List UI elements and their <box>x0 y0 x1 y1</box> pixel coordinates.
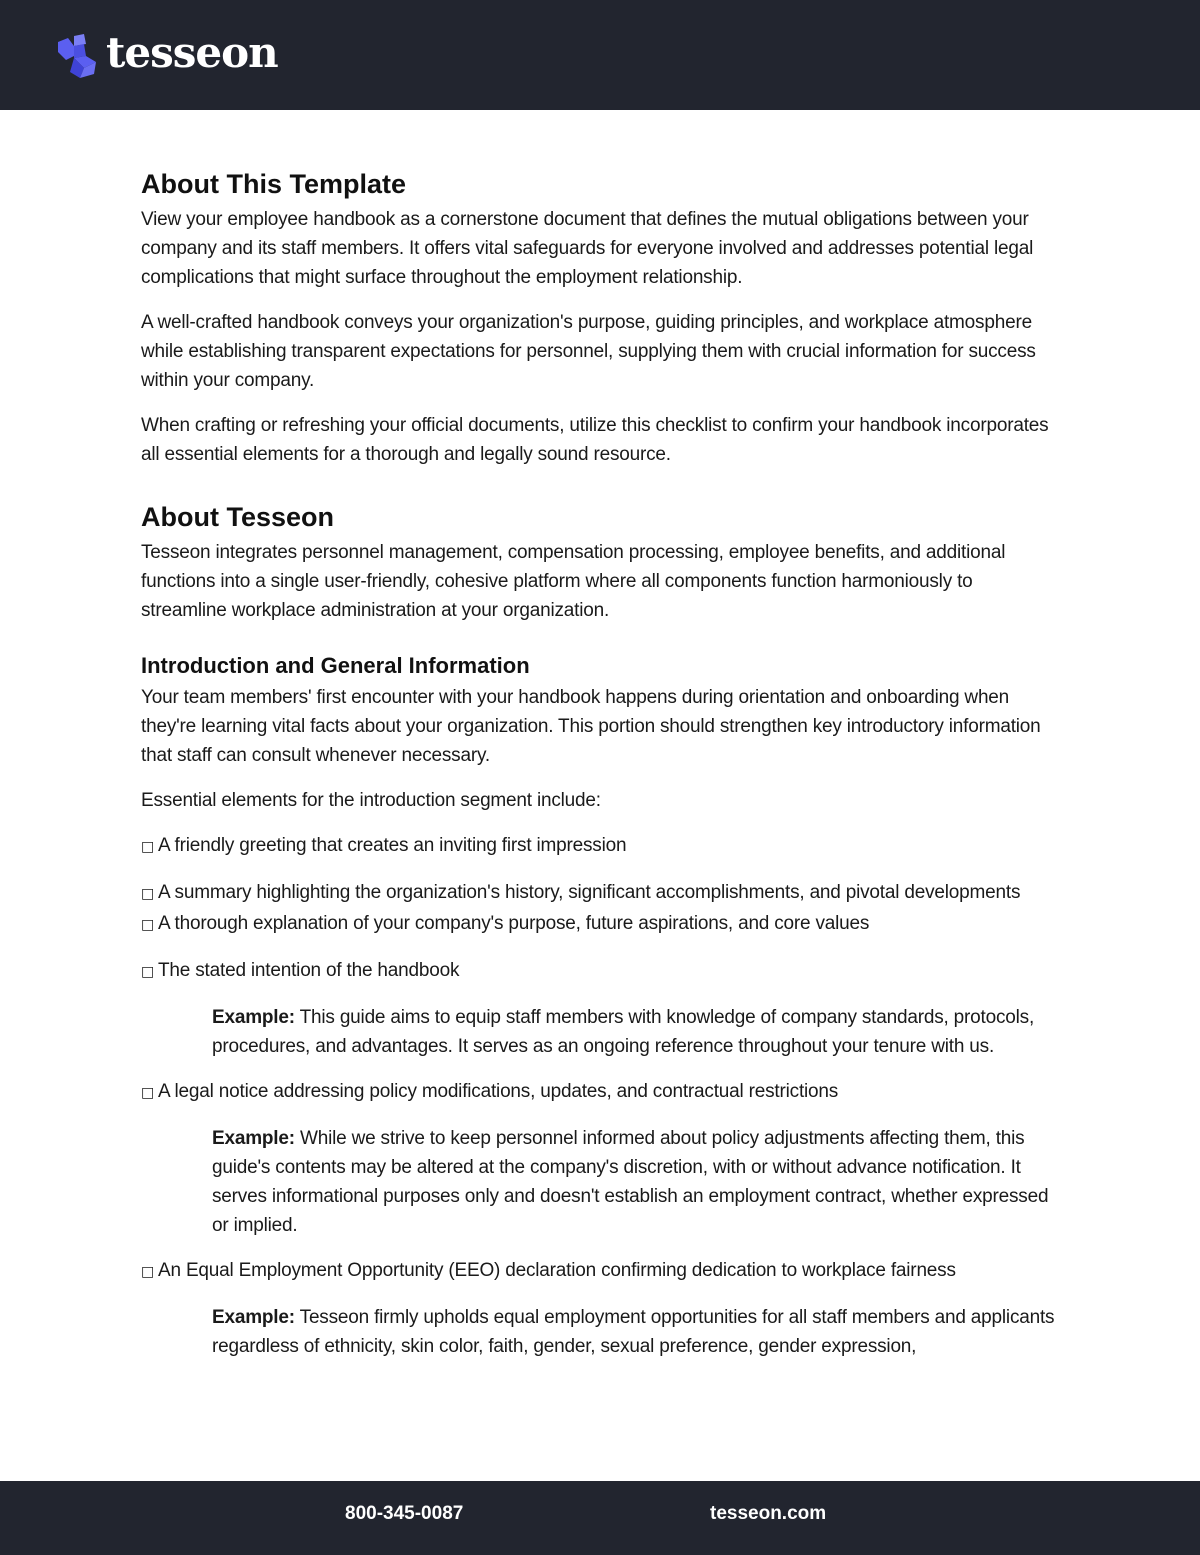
checklist-item <box>141 1077 1061 1108</box>
checklist-item <box>141 878 1061 909</box>
example-text: While we strive to keep personnel informed about policy adjustments affecting them, this guide's contents may be altered at the company's discretion, with or without advance notification. It serves informational purposes only and doesn't establish an employment contract, whether expressed or implied. <box>212 1128 1049 1236</box>
intro-paragraph: Your team members' first encounter with your handbook happens during orientation and onboarding when they're learning vital facts about your organization. This portion should strengthen key introductory information that staff can consult whenever necessary. <box>141 687 1041 766</box>
footer-phone[interactable]: 800-345-0087 <box>345 1503 464 1524</box>
example-text: Tesseon firmly upholds equal employment opportunities for all staff members and applicants regardless of ethnicity, skin color, faith, gender, sexual preference, gender expression, <box>212 1307 1055 1357</box>
checklist-item-text: An Equal Employment Opportunity (EEO) declaration confirming dedication to workplace fairness <box>158 1260 956 1281</box>
example-block <box>212 1303 1061 1361</box>
checkbox-icon[interactable]: □ <box>141 839 155 855</box>
example-label: Example: <box>212 1007 295 1028</box>
page-header <box>0 0 1200 110</box>
template-paragraph-3: When crafting or refreshing your official documents, utilize this checklist to confirm your handbook incorporates all essential elements for a thorough and legally sound resource. <box>141 415 1049 465</box>
example-text: This guide aims to equip staff members with knowledge of company standards, protocols, procedures, and advantages. It serves as an ongoing reference throughout your tenure with us. <box>212 1007 1035 1057</box>
checklist-item <box>141 1256 1061 1287</box>
checkbox-icon[interactable]: □ <box>141 1264 155 1280</box>
footer-website-link[interactable]: tesseon.com <box>710 1503 827 1524</box>
checkbox-icon[interactable]: □ <box>141 964 155 980</box>
example-block <box>212 1003 1061 1061</box>
checklist-item <box>141 831 1061 862</box>
checklist-item <box>141 909 1061 940</box>
heading-about-tesseon: About Tesseon <box>141 502 335 532</box>
checkbox-icon[interactable]: □ <box>141 1085 155 1101</box>
checklist-item <box>141 956 1061 987</box>
example-block <box>212 1124 1061 1240</box>
checkbox-icon[interactable]: □ <box>141 917 155 933</box>
heading-about-template: About This Template <box>141 169 407 199</box>
example-label: Example: <box>212 1128 295 1149</box>
document-body <box>141 166 1061 1377</box>
tesseon-paragraph: Tesseon integrates personnel management, compensation processing, employee benefits, and additional functions into a single user-friendly, cohesive platform where all components function harmoniously to streamline workplace administration at your organization. <box>141 542 1006 621</box>
intro-lead: Essential elements for the introduction segment include: <box>141 790 601 811</box>
checklist-item-text: A friendly greeting that creates an inviting first impression <box>158 835 627 856</box>
brand-name: tesseon <box>106 28 278 77</box>
checklist-item-text: A legal notice addressing policy modifications, updates, and contractual restrictions <box>158 1081 839 1102</box>
page-footer <box>0 1481 1200 1555</box>
checklist-item-text: The stated intention of the handbook <box>158 960 460 981</box>
tesseon-logo-icon <box>58 34 100 80</box>
template-paragraph-1: View your employee handbook as a cornerstone document that defines the mutual obligations between your company and its staff members. It offers vital safeguards for everyone involved and addresses potential legal complications that might surface throughout the employment relationship. <box>141 209 1034 288</box>
checkbox-icon[interactable]: □ <box>141 886 155 902</box>
checklist-item-text: A thorough explanation of your company's purpose, future aspirations, and core values <box>158 913 870 934</box>
checklist-item-text: A summary highlighting the organization's history, significant accomplishments, and pivotal developments <box>158 882 1021 903</box>
brand-logo[interactable] <box>58 28 278 80</box>
template-paragraph-2: A well-crafted handbook conveys your organization's purpose, guiding principles, and workplace atmosphere while establishing transparent expectations for personnel, supplying them with crucial information for success within your company. <box>141 312 1036 391</box>
heading-introduction: Introduction and General Information <box>141 653 530 678</box>
example-label: Example: <box>212 1307 295 1328</box>
